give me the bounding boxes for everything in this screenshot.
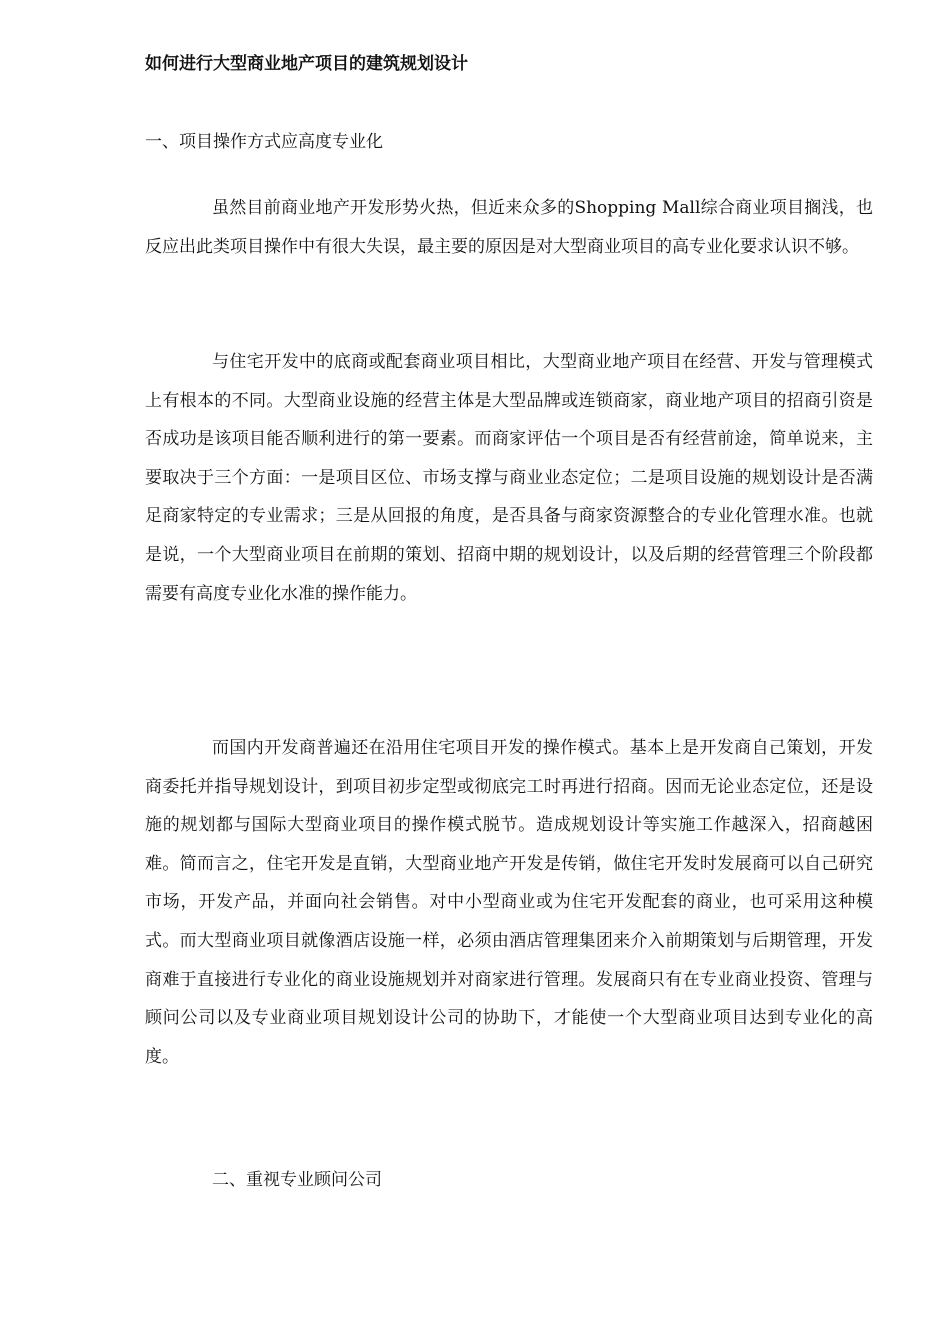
document-title: 如何进行大型商业地产项目的建筑规划设计 [145, 54, 468, 74]
paragraph-1: 虽然目前商业地产开发形势火热，但近来众多的Shopping Mall综合商业项目搁浅，也反应出此类项目操作中有很大失误，最主要的原因是对大型商业项目的高专业化要求认识不够。 [145, 198, 873, 257]
section-heading-2: 二、重视专业顾问公司 [212, 1170, 382, 1190]
section-heading-1: 一、项目操作方式应高度专业化 [145, 132, 383, 152]
paragraph-3: 而国内开发商普遍还在沿用住宅项目开发的操作模式。基本上是开发商自己策划，开发商委托并指导规划设计，到项目初步定型或彻底完工时再进行招商。因而无论业态定位，还是设施的规划都与国际大型商业项目的操作模式脱节。造成规划设计等实施工作越深入，招商越困难。简而言之，住宅开发是直销，大型商业地产开发是传销，做住宅开发时发展商可以自己研究市场，开发产品，并面向社会销售。对中小型商业或为住宅开发配套的商业，也可采用这种模式。而大型商业项目就像酒店设施一样，必须由酒店管理集团来介入前期策划与后期管理，开发商难于直接进行专业化的商业设施规划并对商家进行管理。发展商只有在专业商业投资、管理与顾问公司以及专业商业项目规划设计公司的协助下，才能使一个大型商业项目达到专业化的高度。 [145, 738, 873, 1067]
paragraph-2: 与住宅开发中的底商或配套商业项目相比，大型商业地产项目在经营、开发与管理模式上有根本的不同。大型商业设施的经营主体是大型品牌或连锁商家，商业地产项目的招商引资是否成功是该项目能否顺利进行的第一要素。而商家评估一个项目是否有经营前途，简单说来，主要取决于三个方面：一是项目区位、市场支撑与商业业态定位；二是项目设施的规划设计是否满足商家特定的专业需求；三是从回报的角度，是否具备与商家资源整合的专业化管理水准。也就是说，一个大型商业项目在前期的策划、招商中期的规划设计，以及后期的经营管理三个阶段都需要有高度专业化水准的操作能力。 [145, 352, 873, 604]
